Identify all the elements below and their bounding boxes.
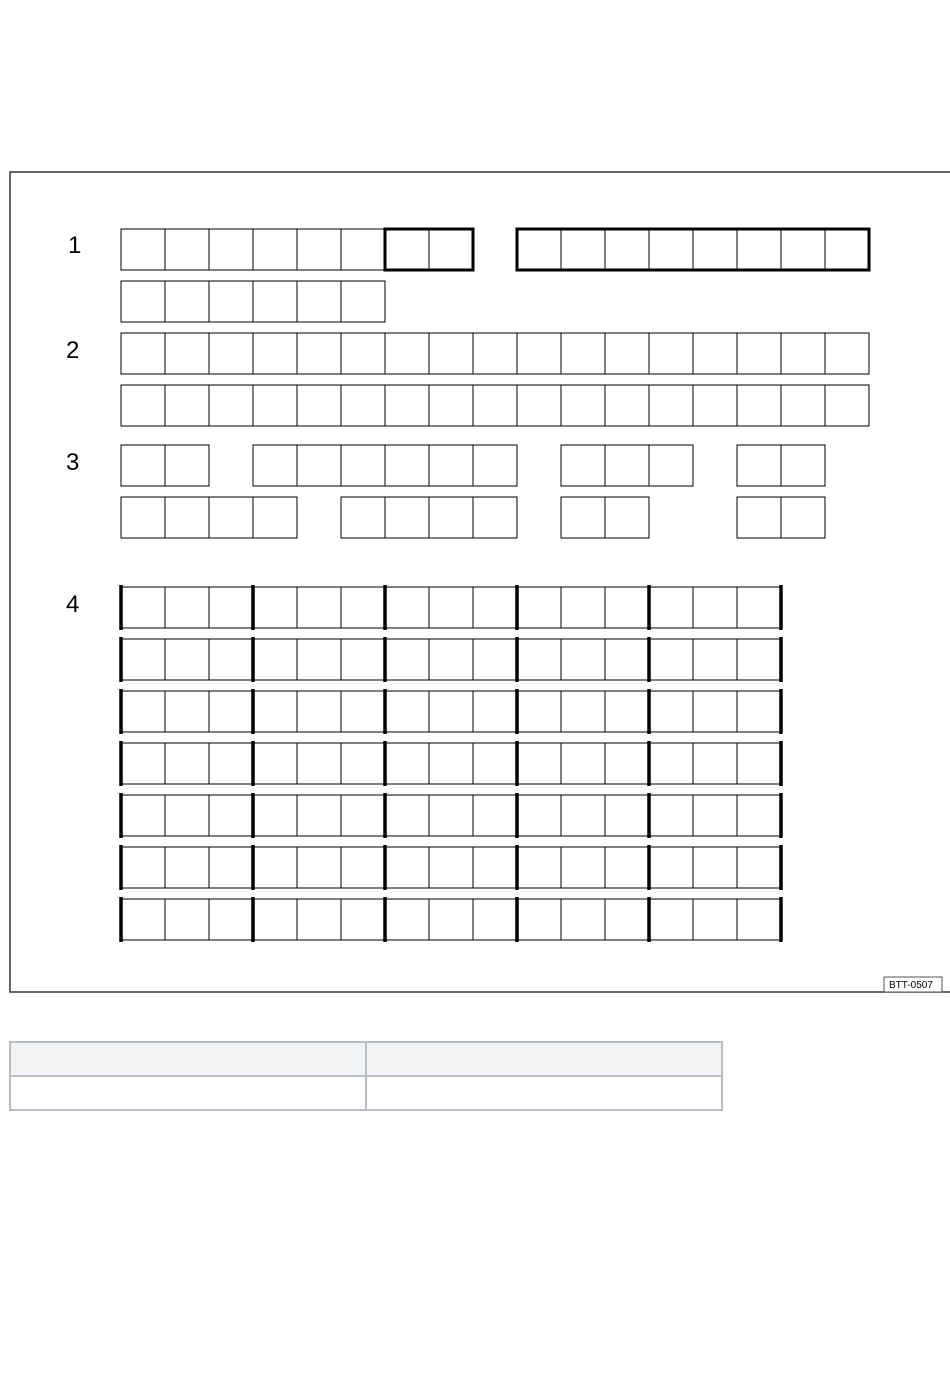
section-2-box[interactable] bbox=[737, 333, 781, 374]
section-2-box[interactable] bbox=[561, 385, 605, 426]
section-3-box[interactable] bbox=[385, 497, 429, 538]
section-2-box[interactable] bbox=[561, 333, 605, 374]
section-3-box[interactable] bbox=[605, 445, 649, 486]
section-3-box[interactable] bbox=[165, 445, 209, 486]
section-4-box[interactable] bbox=[297, 899, 341, 940]
section-4-box[interactable] bbox=[473, 587, 517, 628]
table-cell bbox=[366, 1076, 722, 1110]
section-2-box[interactable] bbox=[341, 385, 385, 426]
section-4-box[interactable] bbox=[253, 847, 297, 888]
section-4-box[interactable] bbox=[341, 639, 385, 680]
section-4-box[interactable] bbox=[341, 743, 385, 784]
section-4-box[interactable] bbox=[253, 691, 297, 732]
section-4-box[interactable] bbox=[253, 795, 297, 836]
section-1-box[interactable] bbox=[429, 229, 473, 270]
section-4-box[interactable] bbox=[693, 639, 737, 680]
section-4-box[interactable] bbox=[209, 743, 253, 784]
section-4-box[interactable] bbox=[737, 691, 781, 732]
section-4-box[interactable] bbox=[429, 795, 473, 836]
legend-table bbox=[9, 1041, 723, 1111]
section-1-box[interactable] bbox=[253, 229, 297, 270]
section-2-box[interactable] bbox=[649, 385, 693, 426]
section-4-box[interactable] bbox=[341, 691, 385, 732]
section-4-box[interactable] bbox=[253, 743, 297, 784]
section-4-box[interactable] bbox=[649, 743, 693, 784]
section-4-box[interactable] bbox=[737, 795, 781, 836]
section-1-box[interactable] bbox=[209, 229, 253, 270]
section-4-box[interactable] bbox=[165, 743, 209, 784]
section-4-box[interactable] bbox=[561, 795, 605, 836]
section-4-box[interactable] bbox=[561, 743, 605, 784]
section-2-box[interactable] bbox=[209, 385, 253, 426]
section-3-box[interactable] bbox=[165, 497, 209, 538]
section-4-box[interactable] bbox=[561, 587, 605, 628]
section-4-box[interactable] bbox=[737, 639, 781, 680]
section-3-box[interactable] bbox=[561, 497, 605, 538]
section-4-box[interactable] bbox=[165, 795, 209, 836]
section-1-box[interactable] bbox=[297, 281, 341, 322]
section-4-box[interactable] bbox=[209, 795, 253, 836]
section-1-box[interactable] bbox=[121, 229, 165, 270]
section-4-box[interactable] bbox=[385, 795, 429, 836]
section-2-box[interactable] bbox=[297, 385, 341, 426]
section-4-box[interactable] bbox=[649, 587, 693, 628]
section-4-box[interactable] bbox=[605, 795, 649, 836]
section-label-4: 4 bbox=[66, 591, 80, 618]
section-4-box[interactable] bbox=[121, 847, 165, 888]
section-4-box[interactable] bbox=[517, 899, 561, 940]
section-label-1: 1 bbox=[68, 232, 82, 259]
section-4-box[interactable] bbox=[561, 899, 605, 940]
section-2-box[interactable] bbox=[781, 333, 825, 374]
section-1-box[interactable] bbox=[253, 281, 297, 322]
section-1-box[interactable] bbox=[517, 229, 561, 270]
section-3-box[interactable] bbox=[253, 445, 297, 486]
section-4-box[interactable] bbox=[341, 795, 385, 836]
section-4-box[interactable] bbox=[429, 639, 473, 680]
section-3-box[interactable] bbox=[121, 497, 165, 538]
section-2-box[interactable] bbox=[693, 333, 737, 374]
section-3-box[interactable] bbox=[209, 497, 253, 538]
section-4-box[interactable] bbox=[209, 587, 253, 628]
section-4-box[interactable] bbox=[605, 691, 649, 732]
section-4-box[interactable] bbox=[297, 691, 341, 732]
section-4-box[interactable] bbox=[693, 847, 737, 888]
section-1-box[interactable] bbox=[737, 229, 781, 270]
section-4-box[interactable] bbox=[649, 899, 693, 940]
section-4-box[interactable] bbox=[649, 639, 693, 680]
section-3-box[interactable] bbox=[385, 445, 429, 486]
section-3-box[interactable] bbox=[473, 497, 517, 538]
section-4-box[interactable] bbox=[649, 795, 693, 836]
section-1-box[interactable] bbox=[297, 229, 341, 270]
section-4-box[interactable] bbox=[561, 639, 605, 680]
section-1-box[interactable] bbox=[825, 229, 869, 270]
section-4-box[interactable] bbox=[429, 847, 473, 888]
section-4-box[interactable] bbox=[385, 587, 429, 628]
section-3-box[interactable] bbox=[121, 445, 165, 486]
section-2-box[interactable] bbox=[737, 385, 781, 426]
section-3-box[interactable] bbox=[341, 497, 385, 538]
section-2-box[interactable] bbox=[121, 385, 165, 426]
section-4-box[interactable] bbox=[121, 899, 165, 940]
section-4-box[interactable] bbox=[121, 587, 165, 628]
section-4-box[interactable] bbox=[517, 639, 561, 680]
section-4-box[interactable] bbox=[517, 743, 561, 784]
section-1-box[interactable] bbox=[209, 281, 253, 322]
section-4-box[interactable] bbox=[737, 587, 781, 628]
section-4-box[interactable] bbox=[209, 691, 253, 732]
section-4-box[interactable] bbox=[693, 743, 737, 784]
section-2-box[interactable] bbox=[385, 333, 429, 374]
section-3-box[interactable] bbox=[561, 445, 605, 486]
section-2-box[interactable] bbox=[825, 385, 869, 426]
section-1-box[interactable] bbox=[165, 281, 209, 322]
section-4-box[interactable] bbox=[297, 587, 341, 628]
section-4-box[interactable] bbox=[429, 899, 473, 940]
section-4-box[interactable] bbox=[297, 639, 341, 680]
section-1-box[interactable] bbox=[649, 229, 693, 270]
section-1-box[interactable] bbox=[385, 229, 429, 270]
section-4-box[interactable] bbox=[737, 899, 781, 940]
section-4-box[interactable] bbox=[605, 899, 649, 940]
section-4-box[interactable] bbox=[605, 847, 649, 888]
section-4-box[interactable] bbox=[561, 847, 605, 888]
section-1-box[interactable] bbox=[121, 281, 165, 322]
section-4-box[interactable] bbox=[429, 691, 473, 732]
table-row bbox=[10, 1076, 722, 1110]
section-4-box[interactable] bbox=[297, 795, 341, 836]
section-3-box[interactable] bbox=[649, 445, 693, 486]
section-4-box[interactable] bbox=[297, 743, 341, 784]
section-4-box[interactable] bbox=[385, 691, 429, 732]
table-header-cell bbox=[10, 1042, 366, 1076]
section-2-box[interactable] bbox=[649, 333, 693, 374]
section-4-box[interactable] bbox=[209, 639, 253, 680]
section-4-box[interactable] bbox=[121, 743, 165, 784]
section-2-box[interactable] bbox=[517, 333, 561, 374]
section-4-box[interactable] bbox=[165, 847, 209, 888]
section-4-box[interactable] bbox=[693, 899, 737, 940]
section-4-box[interactable] bbox=[121, 691, 165, 732]
section-1-box[interactable] bbox=[341, 281, 385, 322]
section-3-box[interactable] bbox=[429, 497, 473, 538]
section-label-3: 3 bbox=[66, 449, 80, 476]
section-2-box[interactable] bbox=[825, 333, 869, 374]
section-4-box[interactable] bbox=[473, 847, 517, 888]
section-4-box[interactable] bbox=[253, 899, 297, 940]
section-1-box[interactable] bbox=[693, 229, 737, 270]
section-1-box[interactable] bbox=[605, 229, 649, 270]
section-2-box[interactable] bbox=[253, 385, 297, 426]
table-cell bbox=[10, 1076, 366, 1110]
section-4-box[interactable] bbox=[385, 743, 429, 784]
section-4-box[interactable] bbox=[473, 795, 517, 836]
section-4-box[interactable] bbox=[517, 795, 561, 836]
section-4-box[interactable] bbox=[341, 587, 385, 628]
section-4-box[interactable] bbox=[473, 899, 517, 940]
section-4-box[interactable] bbox=[429, 743, 473, 784]
section-4-box[interactable] bbox=[473, 691, 517, 732]
section-4-box[interactable] bbox=[605, 639, 649, 680]
section-4-box[interactable] bbox=[737, 847, 781, 888]
section-4-box[interactable] bbox=[385, 639, 429, 680]
section-4-box[interactable] bbox=[693, 587, 737, 628]
section-4-box[interactable] bbox=[297, 847, 341, 888]
section-1-box[interactable] bbox=[781, 229, 825, 270]
section-2-box[interactable] bbox=[165, 385, 209, 426]
section-2-box[interactable] bbox=[473, 385, 517, 426]
section-2-box[interactable] bbox=[429, 333, 473, 374]
section-2-box[interactable] bbox=[693, 385, 737, 426]
section-1-box[interactable] bbox=[165, 229, 209, 270]
section-4-box[interactable] bbox=[429, 587, 473, 628]
section-3-box[interactable] bbox=[341, 445, 385, 486]
section-4-box[interactable] bbox=[253, 639, 297, 680]
section-4-box[interactable] bbox=[209, 899, 253, 940]
section-3-box[interactable] bbox=[781, 445, 825, 486]
section-2-box[interactable] bbox=[297, 333, 341, 374]
section-3-box[interactable] bbox=[253, 497, 297, 538]
section-4-box[interactable] bbox=[517, 587, 561, 628]
section-4-box[interactable] bbox=[605, 587, 649, 628]
section-4-box[interactable] bbox=[649, 691, 693, 732]
section-3-box[interactable] bbox=[429, 445, 473, 486]
section-1-box[interactable] bbox=[561, 229, 605, 270]
section-2-box[interactable] bbox=[341, 333, 385, 374]
section-4-box[interactable] bbox=[121, 639, 165, 680]
section-4-box[interactable] bbox=[517, 847, 561, 888]
section-4-box[interactable] bbox=[561, 691, 605, 732]
section-4-box[interactable] bbox=[385, 899, 429, 940]
section-4-box[interactable] bbox=[693, 691, 737, 732]
section-2-box[interactable] bbox=[517, 385, 561, 426]
section-4-box[interactable] bbox=[341, 899, 385, 940]
section-4-box[interactable] bbox=[605, 743, 649, 784]
section-3-box[interactable] bbox=[781, 497, 825, 538]
section-2-box[interactable] bbox=[429, 385, 473, 426]
section-2-box[interactable] bbox=[473, 333, 517, 374]
figure-code: BTT-0507 bbox=[889, 980, 933, 991]
section-label-2: 2 bbox=[66, 337, 80, 364]
section-4-box[interactable] bbox=[649, 847, 693, 888]
section-4-box[interactable] bbox=[737, 743, 781, 784]
section-2-box[interactable] bbox=[605, 385, 649, 426]
section-4-box[interactable] bbox=[209, 847, 253, 888]
section-4-box[interactable] bbox=[165, 899, 209, 940]
section-4-box[interactable] bbox=[693, 795, 737, 836]
section-2-box[interactable] bbox=[605, 333, 649, 374]
section-3-box[interactable] bbox=[473, 445, 517, 486]
table-header-row bbox=[10, 1042, 722, 1076]
section-2-box[interactable] bbox=[253, 333, 297, 374]
section-2-box[interactable] bbox=[781, 385, 825, 426]
section-4-box[interactable] bbox=[517, 691, 561, 732]
section-2-box[interactable] bbox=[209, 333, 253, 374]
section-4-box[interactable] bbox=[341, 847, 385, 888]
section-2-box[interactable] bbox=[385, 385, 429, 426]
section-4-box[interactable] bbox=[121, 795, 165, 836]
section-4-box[interactable] bbox=[473, 639, 517, 680]
section-4-box[interactable] bbox=[253, 587, 297, 628]
section-4-box[interactable] bbox=[165, 691, 209, 732]
section-2-box[interactable] bbox=[165, 333, 209, 374]
section-4-box[interactable] bbox=[385, 847, 429, 888]
section-3-box[interactable] bbox=[737, 445, 781, 486]
section-4-box[interactable] bbox=[165, 639, 209, 680]
section-4-box[interactable] bbox=[165, 587, 209, 628]
section-4-box[interactable] bbox=[473, 743, 517, 784]
section-2-box[interactable] bbox=[121, 333, 165, 374]
section-3-box[interactable] bbox=[737, 497, 781, 538]
table-header-cell bbox=[366, 1042, 722, 1076]
section-1-box[interactable] bbox=[341, 229, 385, 270]
section-3-box[interactable] bbox=[605, 497, 649, 538]
section-3-box[interactable] bbox=[297, 445, 341, 486]
